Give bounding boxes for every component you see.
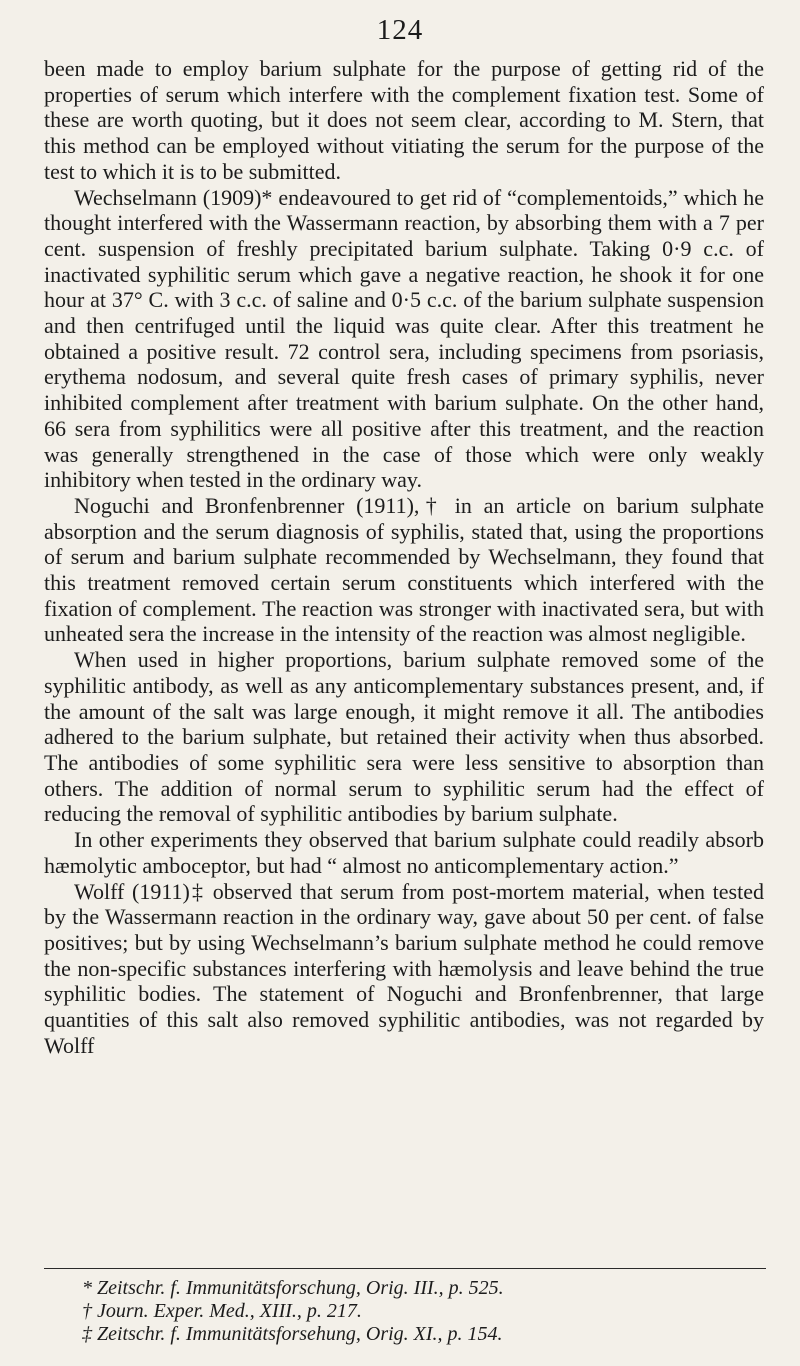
- footnotes: [82, 1277, 762, 1346]
- paragraph: In other experiments they observed that barium sulphate could readily absorb hæmolytic amboceptor, but had “ almost no anticomplementary action.”: [44, 827, 764, 878]
- footnote: ‡ Zeitschr. f. Immunitätsforsehung, Orig. XI., p. 154.: [82, 1323, 503, 1345]
- paragraph: Wolff (1911)‡ observed that serum from post-mortem material, when tested by the Wassermann reaction in the ordinary way, gave about 50 per cent. of false positives; but by using Wechselmann’s barium sulphate method he could remove the non-specific substances interfering with hæmolysis and leave behind the true syphilitic bodies. The statement of Noguchi and Bronfenbrenner, that large quantities of this salt also removed syphilitic antibodies, was not regarded by Wolff: [44, 878, 764, 1058]
- page-number: 124: [376, 14, 424, 46]
- footnote-divider: [44, 1268, 766, 1269]
- paragraph: Noguchi and Bronfenbrenner (1911),† in an article on barium sulphate absorption and the serum diagnosis of syphilis, stated that, using the proportions of serum and barium sulphate recommended by Wechselmann, they found that this treatment removed certain serum constituents which interfered with the fixation of complement. The reaction was stronger with inactivated sera, but with unheated sera the increase in the intensity of the reaction was almost negligible.: [44, 492, 764, 647]
- paragraph: been made to employ barium sulphate for the purpose of getting rid of the properties of serum which interfere with the complement fixation test. Some of these are worth quoting, but it does not seem clear, according to M. Stern, that this method can be employed without vitiating the serum for the purpose of the test to which it is to be submitted.: [44, 56, 764, 184]
- paragraph: When used in higher proportions, barium sulphate removed some of the syphilitic antibody, as well as any anticomplementary substances present, and, if the amount of the salt was large enough, it might remove it all. The antibodies adhered to the barium sulphate, but retained their activity when thus absorbed. The antibodies of some syphilitic sera were less sensitive to absorption than others. The addition of normal serum to syphilitic serum had the effect of reducing the removal of syphilitic antibodies by barium sulphate.: [44, 647, 764, 827]
- body-text: [44, 56, 764, 1058]
- paragraph: Wechselmann (1909)* endeavoured to get rid of “complementoids,” which he thought interfered with the Wassermann reaction, by absorbing them with a 7 per cent. suspension of freshly precipitated barium sulphate. Taking 0·9 c.c. of inactivated syphilitic serum which gave a negative reaction, he shook it for one hour at 37° C. with 3 c.c. of saline and 0·5 c.c. of the barium sulphate suspension and then centrifuged until the liquid was quite clear. After this treatment he obtained a positive result. 72 control sera, including specimens from psoriasis, erythema nodosum, and several quite fresh cases of primary syphilis, never inhibited complement after treatment with barium sulphate. On the other hand, 66 sera from syphilitics were all positive after this treatment, and the reaction was generally strengthened in the case of those which were only weakly inhibitory when tested in the ordinary way.: [44, 184, 764, 493]
- footnote: † Journ. Exper. Med., XIII., p. 217.: [82, 1300, 362, 1322]
- footnote: * Zeitschr. f. Immunitätsforschung, Orig. III., p. 525.: [82, 1277, 504, 1299]
